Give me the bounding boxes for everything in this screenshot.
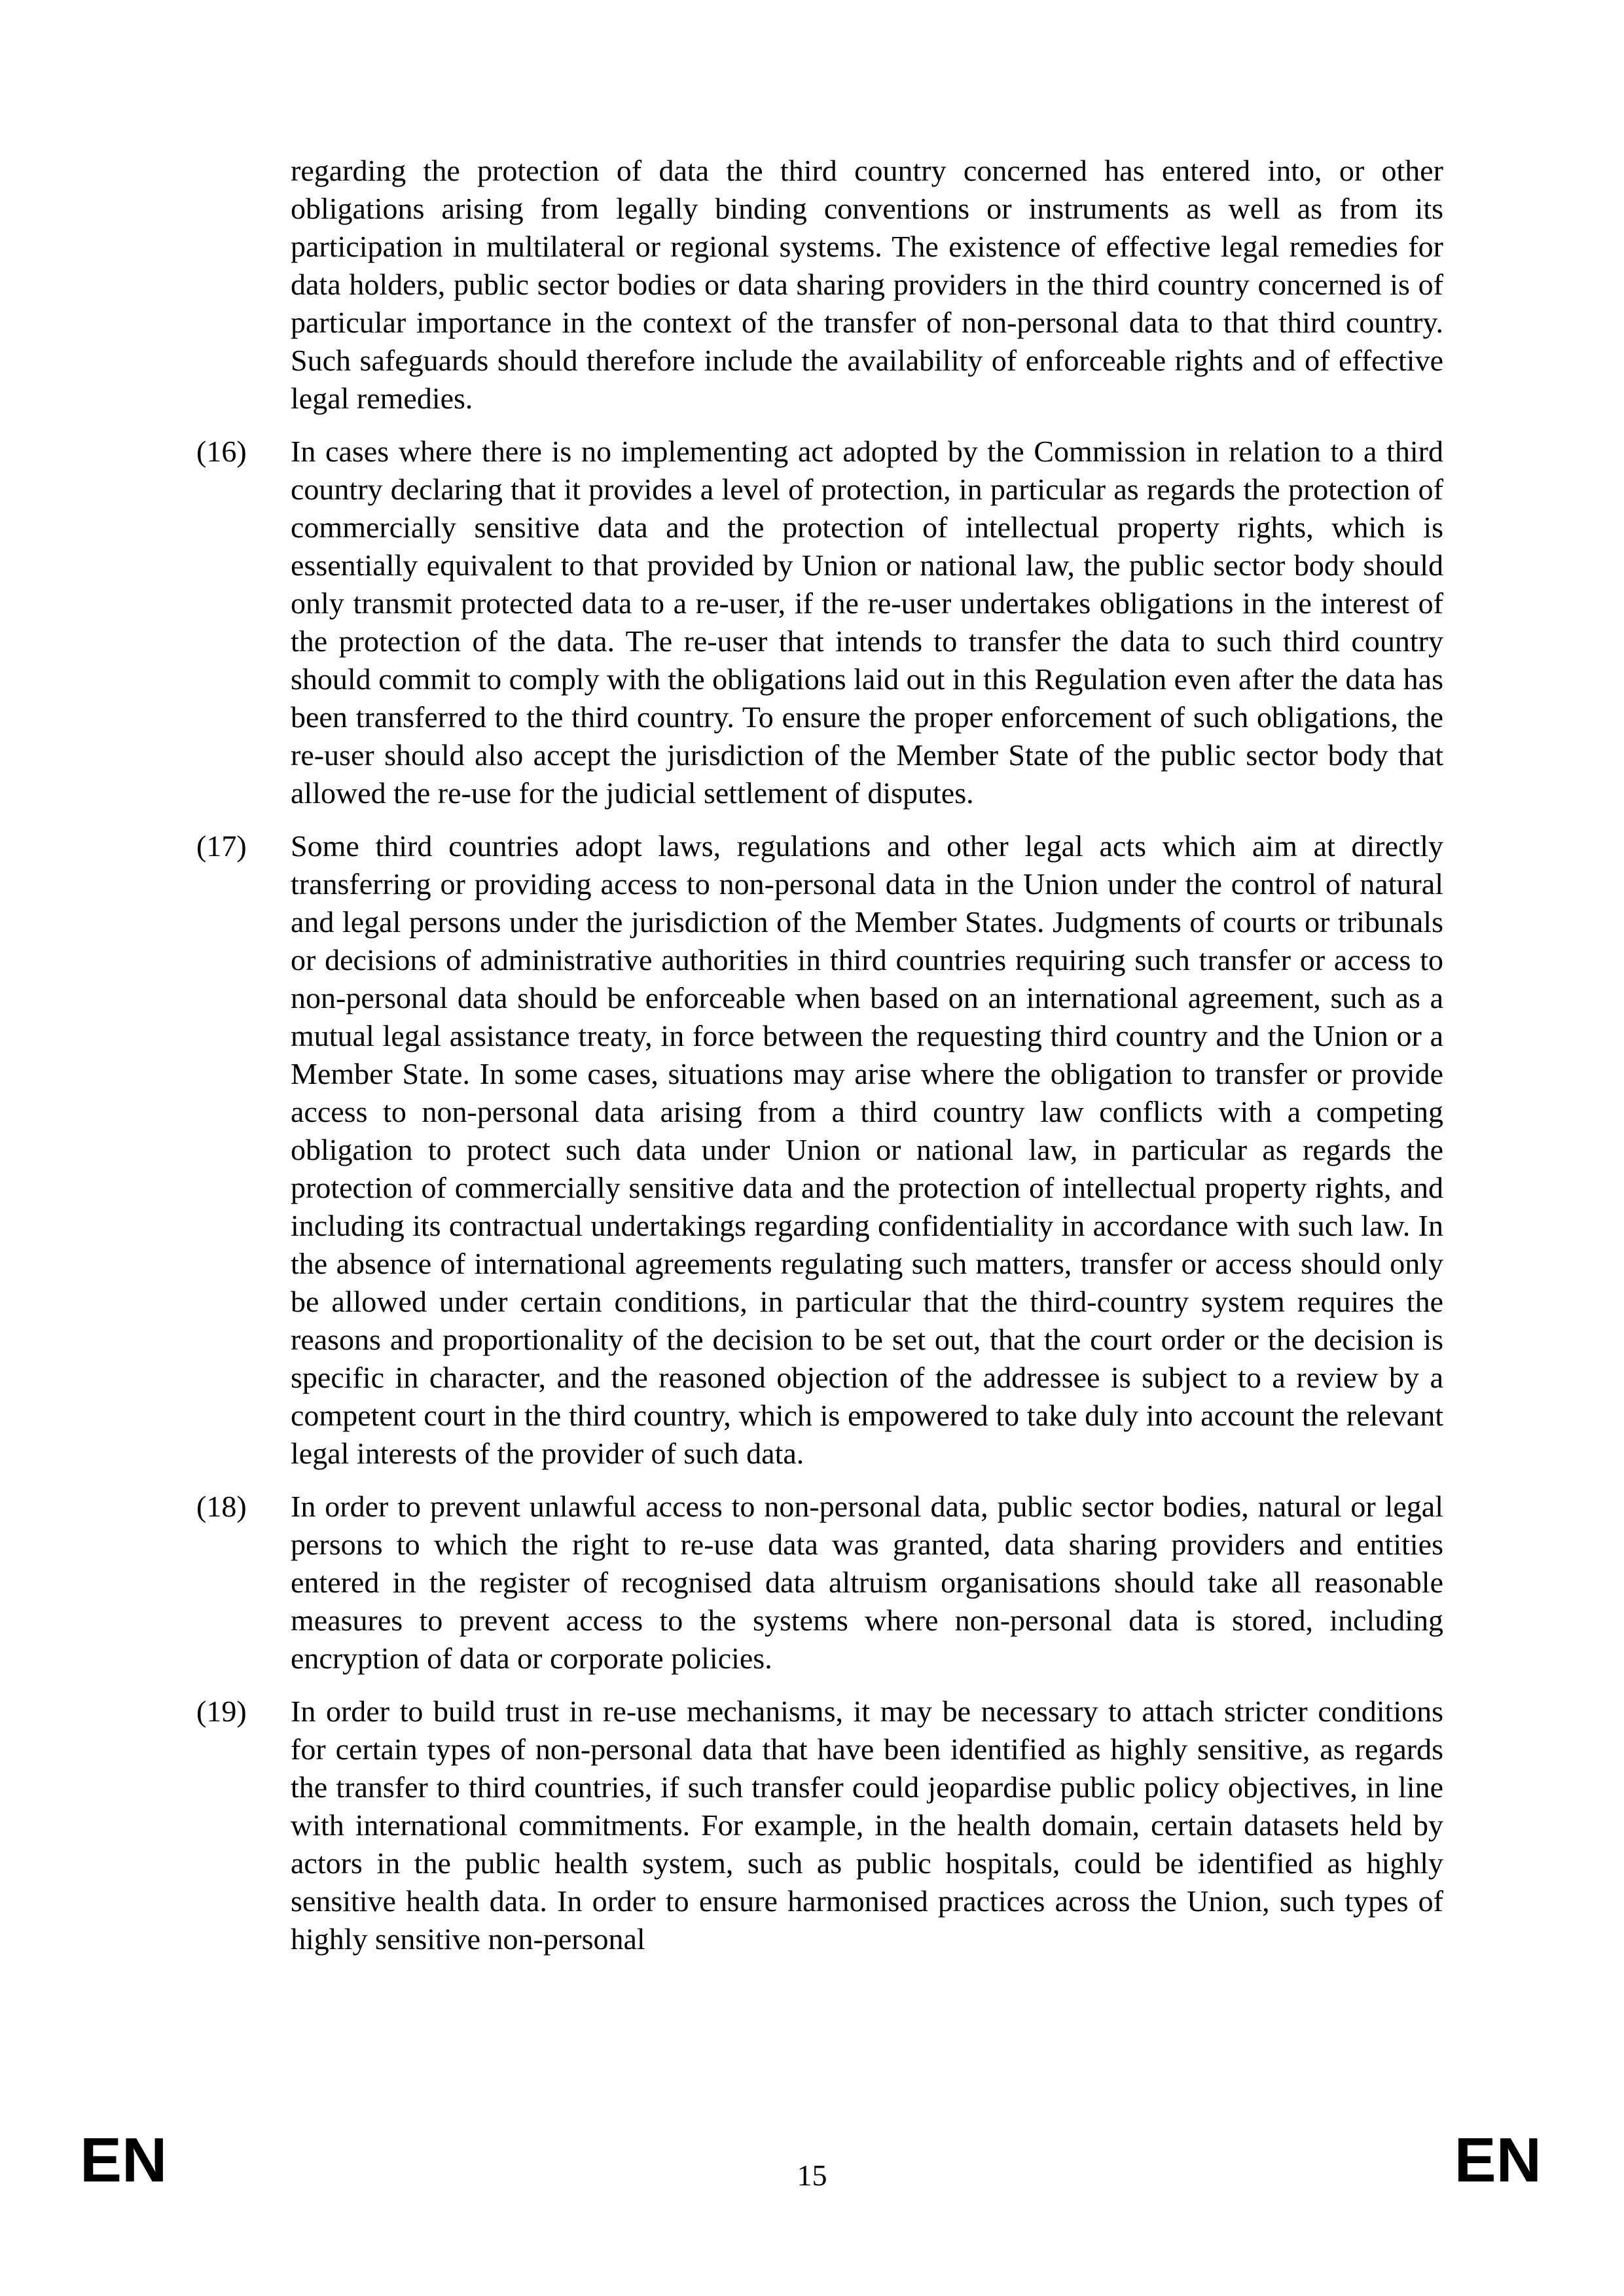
recital-text: In order to build trust in re-use mechanisms, it may be necessary to attach stricter conditions for certain types of non-personal data that have been identified as highly sensitive, as regards the transfer to third countries, if such transfer could jeopardise public policy objectives, in line with international commitments. For example, in the health domain, certain datasets held by actors in the public health system, such as public hospitals, could be identified as highly sensitive health data. In order to ensure harmonised practices across the Union, such types of highly sensitive non-personal: [291, 1695, 1443, 1956]
recital-number: (18): [196, 1490, 247, 1523]
recital-text: In cases where there is no implementing act adopted by the Commission in relation to a third country declaring that it provides a level of protection, in particular as regards the protection of commercially sensitive data and the protection of intellectual property rights, which is essentially equivalent to that provided by Union or national law, the public sector body should only transmit protected data to a re-user, if the re-user undertakes obligations in the interest of the protection of the data. The re-user that intends to transfer the data to such third country should commit to comply with the obligations laid out in this Regulation even after the data has been transferred to the third country. To ensure the proper enforcement of such obligations, the re-user should also accept the jurisdiction of the Member State of the public sector body that allowed the re-use for the judicial settlement of disputes.: [291, 435, 1443, 810]
page-language-right: EN: [1454, 2125, 1542, 2195]
recital-text: Some third countries adopt laws, regulations and other legal acts which aim at directly transferring or providing access to non-personal data in the Union under the control of natural and legal persons under the jurisdiction of the Member States. Judgments of courts or tribunals or decisions of administrative authorities in third countries requiring such transfer or access to non-personal data should be enforceable when based on an international agreement, such as a mutual legal assistance treaty, in force between the requesting third country and the Union or a Member State. In some cases, situations may arise where the obligation to transfer or provide access to non-personal data arising from a third country law conflicts with a competing obligation to protect such data under Union or national law, in particular as regards the protection of commercially sensitive data and the protection of intellectual property rights, and including its contractual undertakings regarding confidentiality in accordance with such law. In the absence of international agreements regulating such matters, transfer or access should only be allowed under certain conditions, in particular that the third-country system requires the reasons and proportionality of the decision to be set out, that the court order or the decision is specific in character, and the reasoned objection of the addressee is subject to a review by a competent court in the third country, which is empowered to take duly into account the relevant legal interests of the provider of such data.: [291, 829, 1443, 1470]
recital-paragraph-19: [196, 1693, 1443, 1958]
page-language-left: EN: [80, 2125, 168, 2195]
recital-paragraph-16: [196, 433, 1443, 812]
recital-number: (16): [196, 435, 247, 468]
continuation-paragraph: [196, 152, 1443, 418]
recital-paragraph-17: [196, 827, 1443, 1473]
recital-number: (19): [196, 1695, 247, 1728]
recital-text: regarding the protection of data the third country concerned has entered into, or other obligations arising from legally binding conventions or instruments as well as from its participation in multilateral or regional systems. The existence of effective legal remedies for data holders, public sector bodies or data sharing providers in the third country concerned is of particular importance in the context of the transfer of non-personal data to that third country. Such safeguards should therefore include the availability of enforceable rights and of effective legal remedies.: [291, 154, 1443, 415]
recital-text: In order to prevent unlawful access to non-personal data, public sector bodies, natural or legal persons to which the right to re-use data was granted, data sharing providers and entities entered in the register of recognised data altruism organisations should take all reasonable measures to prevent access to the systems where non-personal data is stored, including encryption of data or corporate policies.: [291, 1490, 1443, 1675]
recital-number: (17): [196, 829, 247, 863]
page-number: 15: [797, 2159, 827, 2192]
recital-paragraph-18: [196, 1488, 1443, 1677]
text-block: [196, 152, 1443, 1958]
